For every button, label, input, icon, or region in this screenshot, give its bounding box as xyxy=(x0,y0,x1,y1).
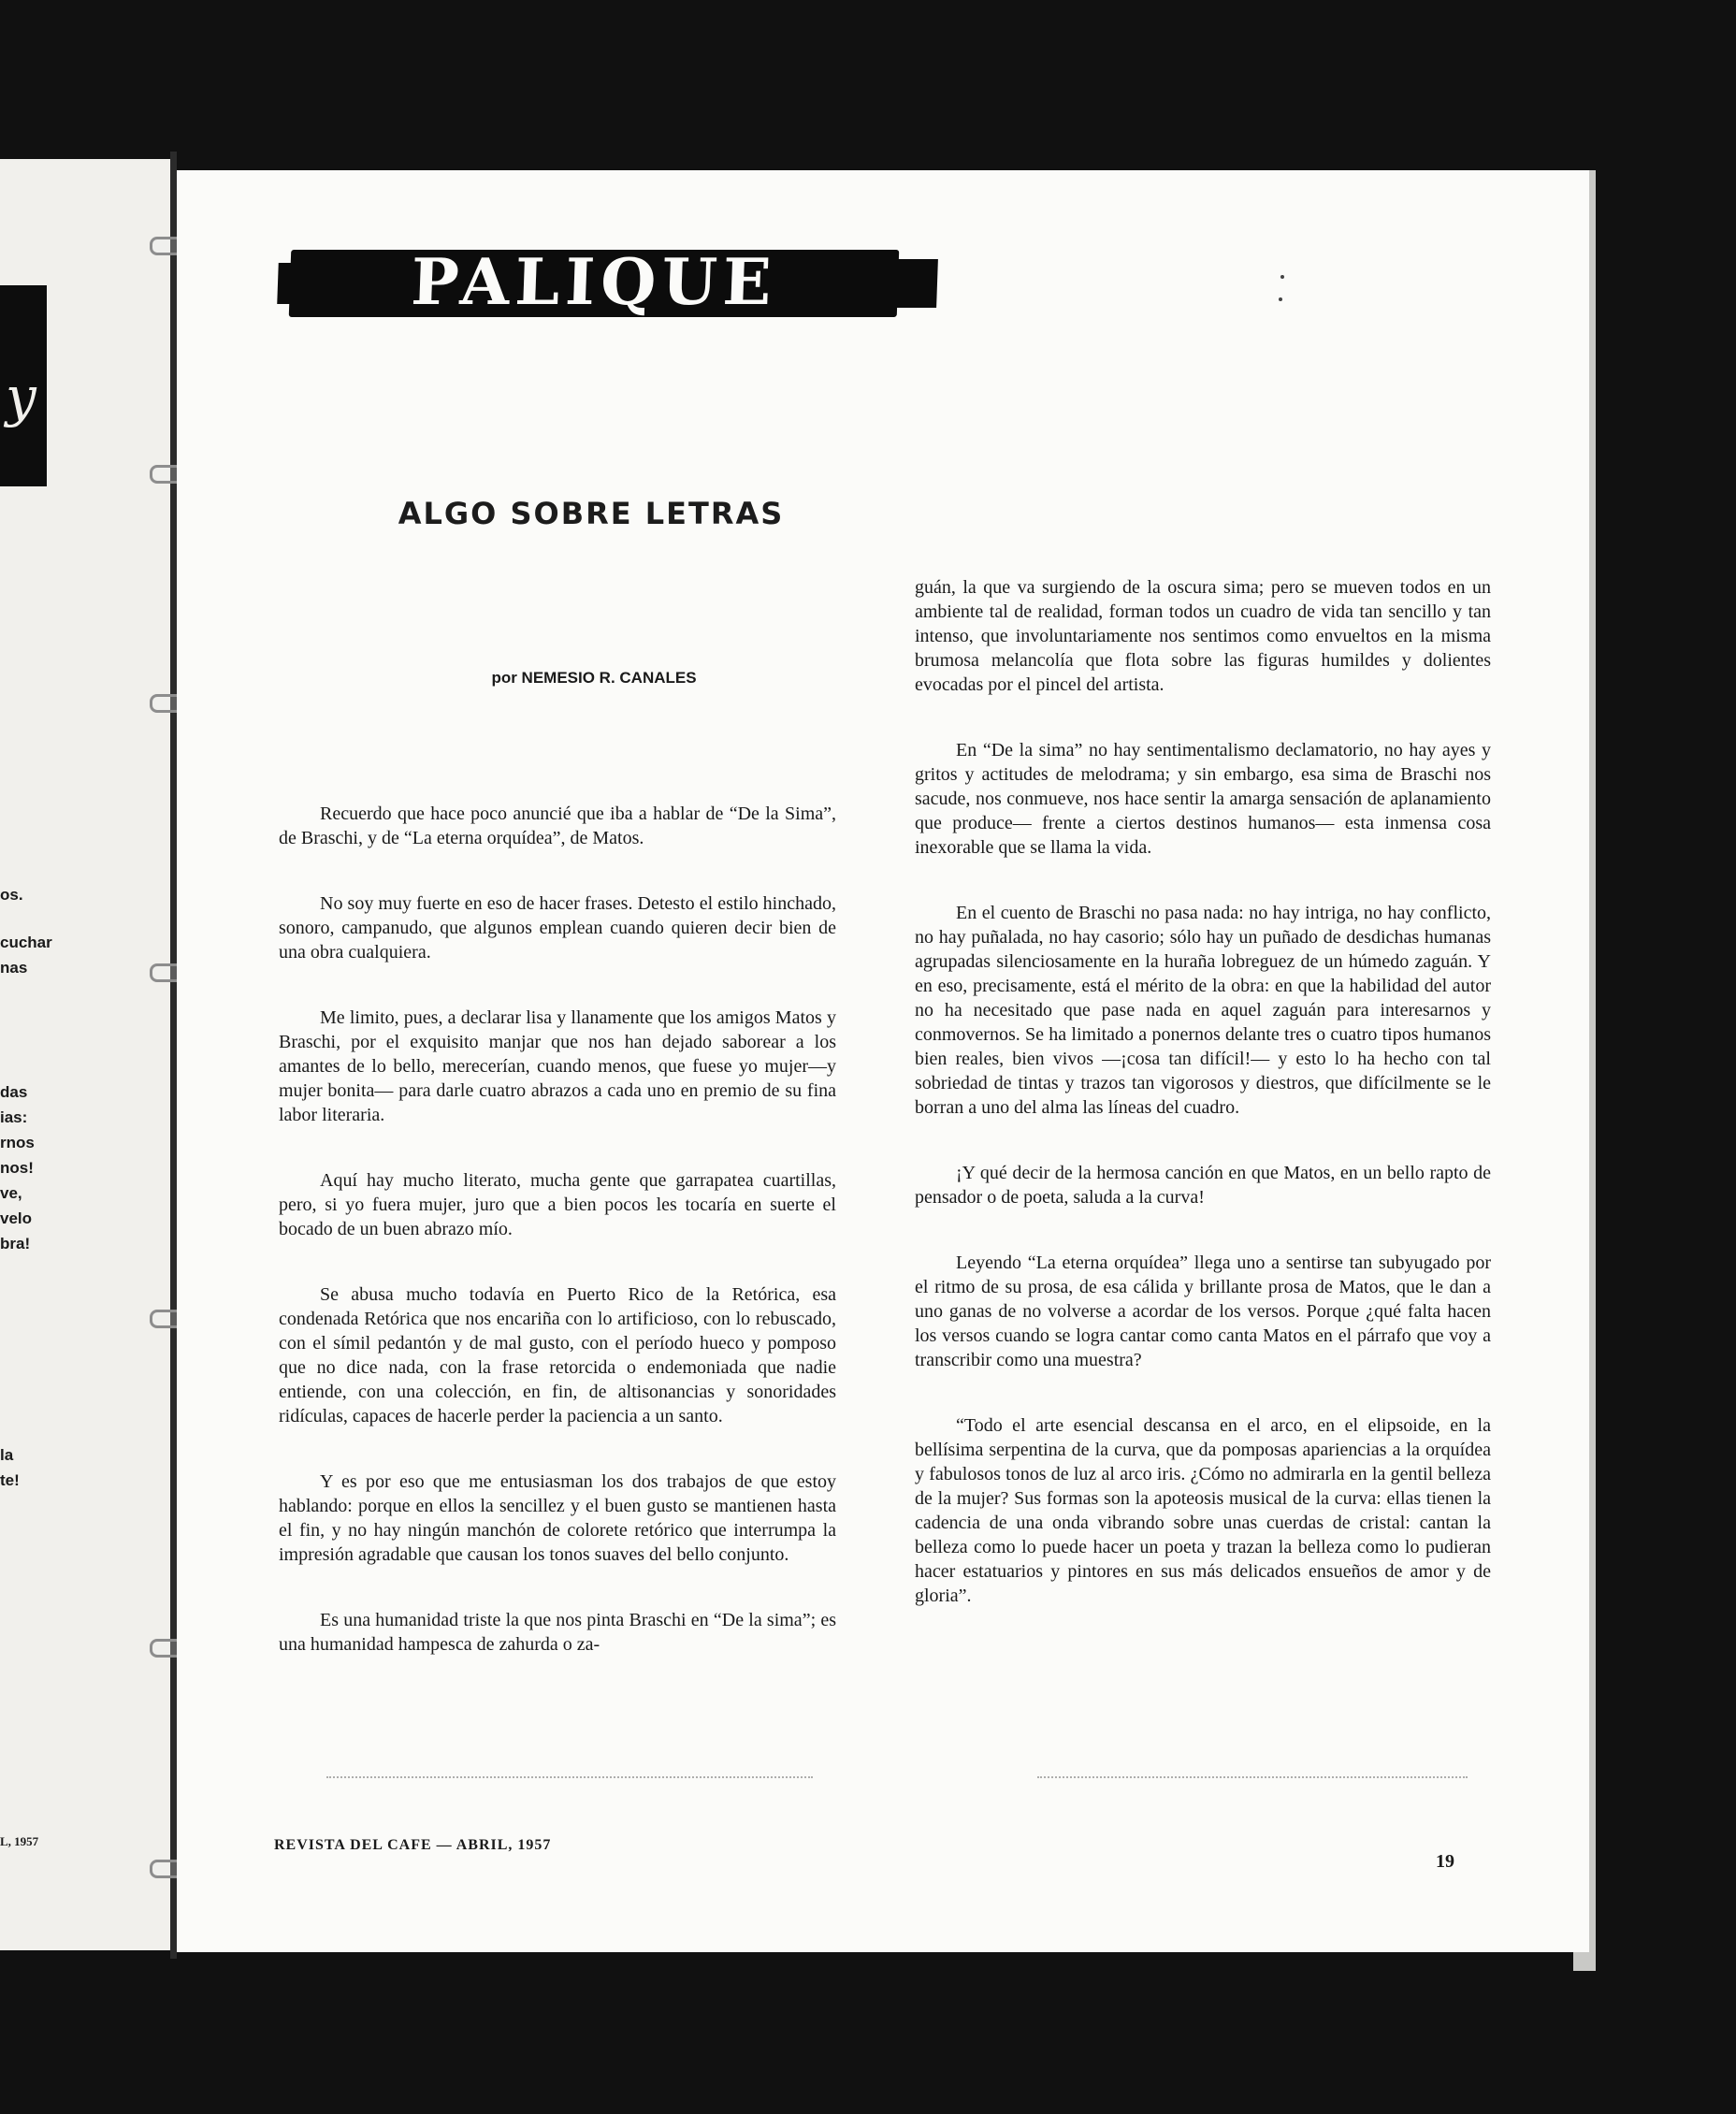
paragraph: Y es por eso que me entusiasman los dos trabajos de que estoy hablando: porque en ellos la sencillez y el buen gusto se mantienen hasta el fin, y no hay ningún manchón de colorete retórico que interrumpa la impresión agradable que causan los tonos suaves del bello conjunto. xyxy=(279,1471,836,1565)
previous-page-text-fragment: nas xyxy=(0,959,28,977)
previous-page-text-fragment: rnos xyxy=(0,1134,35,1151)
paragraph: No soy muy fuerte en eso de hacer frases. Detesto el estilo hinchado, sonoro, campanudo, que algunos emplean cuando quieren decir bien de una obra cualquiera. xyxy=(279,893,836,963)
previous-page-text-fragment: te! xyxy=(0,1471,20,1489)
previous-page-footer: L, 1957 xyxy=(0,1834,39,1848)
previous-page-text-fragment: ias: xyxy=(0,1108,28,1126)
article-title: ALGO SOBRE LETRAS xyxy=(398,496,785,531)
paragraph: En el cuento de Braschi no pasa nada: no hay intriga, no hay conflicto, no hay puñalada, no hay casorio; sólo hay un puñado de desdichas humanas agrupadas silenciosamente en la huraña lobreguez de un húmedo zaguán. Y en eso, precisamente, está el mérito de la obra: en que la habilidad del autor no ha necesitado que pase nada en aquel zaguán para interesarnos y conmovernos. Se ha limitado a ponernos delante tres o cuatro tipos humanos bien reales, bien vivos —¡cosa tan difícil!— y esto lo ha hecho con tal sobriedad de tintas y trazos tan vigorosos y diestros, que difícilmente se le borran a uno del alma las líneas del cuadro. xyxy=(915,903,1491,1118)
magazine-page xyxy=(177,170,1589,1952)
previous-page-text-fragment: la xyxy=(0,1446,14,1464)
paragraph: Se abusa mucho todavía en Puerto Rico de la Retórica, esa condenada Retórica que nos encariña con lo artificioso, con lo rebuscado, con el símil pedantón y de mal gusto, con el período hueco y pomposo que no dice nada, con la frase retorcida o endemoniada que nadie entiende, con una colección, en fin, de altisonancias y sonoridades ridículas, capaces de hacerle perder la paciencia a un santo. xyxy=(279,1284,836,1426)
article-column-right xyxy=(915,575,1491,1649)
paragraph: Es una humanidad triste la que nos pinta Braschi en “De la sima”; es una humanidad hampesca de zahurda o za- xyxy=(279,1610,836,1655)
article-column-left xyxy=(279,802,836,1698)
decorative-scribble xyxy=(1037,1776,1468,1788)
print-speck xyxy=(1279,297,1282,301)
previous-page-fragment xyxy=(0,159,170,1950)
previous-page-text-fragment: cuchar xyxy=(0,934,52,951)
previous-page-black-graphic xyxy=(0,285,47,486)
previous-page-text-fragment: das xyxy=(0,1083,28,1101)
quote-paragraph: “Todo el arte esencial descansa en el arco, en el elipsoide, en la bellísima serpentina de la curva, que da pomposas apariencias a la orquídea y fabulosos tonos de luz al arco iris. ¿Cómo no admirarla en la gentil belleza de la mujer? Sus formas son la apoteosis musical de la curva: ellas tienen la cadencia de una onda vibrando sobre unas cuerdas de cristal: cantan la belleza como lo puede hacer un poeta y trazan la belleza como lo pudieran hacer estatuarios y pintores en sus más delicados ensueños de amor y de gloria”. xyxy=(915,1415,1491,1606)
previous-page-text-fragment: velo xyxy=(0,1209,33,1227)
print-speck xyxy=(1280,275,1284,279)
paragraph: En “De la sima” no hay sentimentalismo declamatorio, no hay ayes y gritos y actitudes de melodrama; y sin embargo, esa sima de Braschi nos sacude, nos conmueve, nos hace sentir la amarga sensación de aplanamiento que produce— frente a ciertos destinos humanos— esta inmensa cosa inexorable que se llama la vida. xyxy=(915,740,1491,858)
previous-page-text-fragment: nos! xyxy=(0,1159,34,1177)
binding-spine xyxy=(170,152,177,1959)
page-number: 19 xyxy=(1436,1851,1454,1872)
paragraph: Me limito, pues, a declarar lisa y llanamente que los amigos Matos y Braschi, por el exquisito manjar que nos han dejado saborear a los amantes de lo bello, merecerían, cuando menos, que fuese yo mujer—y mujer bonita— para darle cuatro abrazos a cada uno en premio de su fina labor literaria. xyxy=(279,1007,836,1125)
paragraph: Leyendo “La eterna orquídea” llega uno a sentirse tan subyugado por el ritmo de su prosa, de esa cálida y brillante prosa de Matos, que le dan a uno ganas de no volverse a acordar de los versos. Porque ¿qué falta hacen los versos cuando se logra cantar como canta Matos en el párrafo que voy a transcribir como una muestra? xyxy=(915,1252,1491,1370)
section-banner xyxy=(289,245,900,320)
paragraph-continued: guán, la que va surgiendo de la oscura sima; pero se mueven todos en un ambiente tal de realidad, forman todos un cuadro de vida tan sencillo y tan intenso, que involuntariamente nos sentimos como envueltos en la misma brumosa melancolía que flota sobre las figuras humildes y dolientes evocadas por el pincel del artista. xyxy=(915,577,1491,695)
previous-page-decor-glyph: y xyxy=(6,365,36,428)
paragraph: Aquí hay mucho literato, mucha gente que garrapatea cuartillas, pero, si yo fuera mujer, juro que a bien pocos les tocaría en suerte el bocado de un buen abrazo mío. xyxy=(279,1170,836,1239)
paragraph: ¡Y qué decir de la hermosa canción en que Matos, en un bello rapto de pensador o de poeta, saluda a la curva! xyxy=(915,1163,1491,1208)
article-byline: por NEMESIO R. CANALES xyxy=(491,669,697,687)
previous-page-text-fragment: bra! xyxy=(0,1235,31,1252)
decorative-scribble xyxy=(326,1776,813,1788)
section-banner-title: PALIQUE xyxy=(410,245,778,320)
previous-page-text-fragment: os. xyxy=(0,886,23,904)
previous-page-text-fragment: ve, xyxy=(0,1184,22,1202)
paragraph: Recuerdo que hace poco anuncié que iba a hablar de “De la Sima”, de Braschi, y de “La eterna orquídea”, de Matos. xyxy=(279,804,836,848)
publication-footer: REVISTA DEL CAFE — ABRIL, 1957 xyxy=(274,1837,552,1853)
